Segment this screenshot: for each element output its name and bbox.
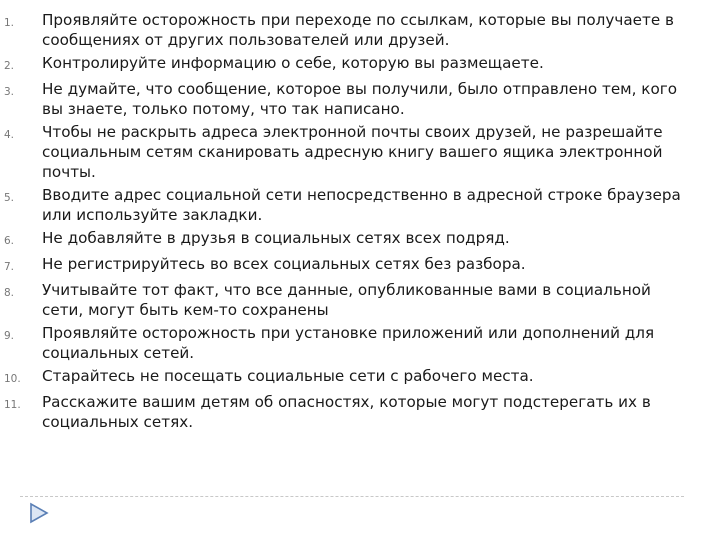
list-item xyxy=(4,366,716,389)
list-item-line: социальных сетей. xyxy=(42,344,195,362)
list-item-line: или используйте закладки. xyxy=(42,206,263,224)
list-item xyxy=(4,254,716,277)
tips-list xyxy=(4,10,716,435)
list-item-number: 10. xyxy=(4,373,21,385)
list-item xyxy=(4,185,716,225)
list-item xyxy=(4,122,716,182)
list-item-text xyxy=(42,323,716,363)
list-item-number: 11. xyxy=(4,399,21,411)
list-item xyxy=(4,228,716,251)
list-item-number: 6. xyxy=(4,235,15,247)
list-item-line: Не добавляйте в друзья в социальных сетях всех подряд. xyxy=(42,229,510,247)
list-item-number: 5. xyxy=(4,192,15,204)
list-item xyxy=(4,280,716,320)
list-item-number: 3. xyxy=(4,86,15,98)
list-item-line: Контролируйте информацию о себе, которую вы размещаете. xyxy=(42,54,544,72)
list-item-text xyxy=(42,228,716,248)
list-item xyxy=(4,53,716,76)
list-item xyxy=(4,79,716,119)
list-item-line: сообщениях от других пользователей или друзей. xyxy=(42,31,450,49)
list-item-text xyxy=(42,254,716,274)
triangle-arrow-icon xyxy=(28,502,50,524)
list-item xyxy=(4,323,716,363)
list-item-line: Не регистрируйтесь во всех социальных сетях без разбора. xyxy=(42,255,526,273)
next-slide-arrow-icon[interactable] xyxy=(28,502,50,524)
footer-divider xyxy=(20,496,684,497)
list-item-number: 7. xyxy=(4,261,15,273)
list-item-line: Не думайте, что сообщение, которое вы получили, было отправлено тем, кого xyxy=(42,80,678,98)
list-item-text xyxy=(42,366,716,386)
list-item-text xyxy=(42,185,716,225)
list-item-line: Расскажите вашим детям об опасностях, которые могут подстерегать их в xyxy=(42,393,651,411)
list-item-text xyxy=(42,122,716,182)
list-item-line: Учитывайте тот факт, что все данные, опубликованные вами в социальной xyxy=(42,281,651,299)
list-item-line: Проявляйте осторожность при переходе по ссылкам, которые вы получаете в xyxy=(42,11,674,29)
list-item-text xyxy=(42,392,716,432)
list-item-text xyxy=(42,10,716,50)
list-item xyxy=(4,392,716,432)
list-item-text xyxy=(42,79,716,119)
list-item-number: 1. xyxy=(4,17,15,29)
list-item-text xyxy=(42,53,716,73)
list-item-line: Старайтесь не посещать социальные сети с рабочего места. xyxy=(42,367,534,385)
list-item-line: вы знаете, только потому, что так написано. xyxy=(42,100,405,118)
list-item-line: Чтобы не раскрыть адреса электронной почты своих друзей, не разрешайте xyxy=(42,123,663,141)
list-item-number: 2. xyxy=(4,60,15,72)
list-item-line: Вводите адрес социальной сети непосредственно в адресной строке браузера xyxy=(42,186,681,204)
list-item-number: 9. xyxy=(4,330,15,342)
list-item-line: социальных сетях. xyxy=(42,413,194,431)
list-item-line: сети, могут быть кем-то сохранены xyxy=(42,301,329,319)
list-item-line: социальным сетям сканировать адресную книгу вашего ящика электронной xyxy=(42,143,663,161)
list-item-line: Проявляйте осторожность при установке приложений или дополнений для xyxy=(42,324,655,342)
list-item xyxy=(4,10,716,50)
list-item-text xyxy=(42,280,716,320)
list-item-number: 4. xyxy=(4,129,15,141)
list-item-number: 8. xyxy=(4,287,15,299)
list-item-line: почты. xyxy=(42,163,96,181)
